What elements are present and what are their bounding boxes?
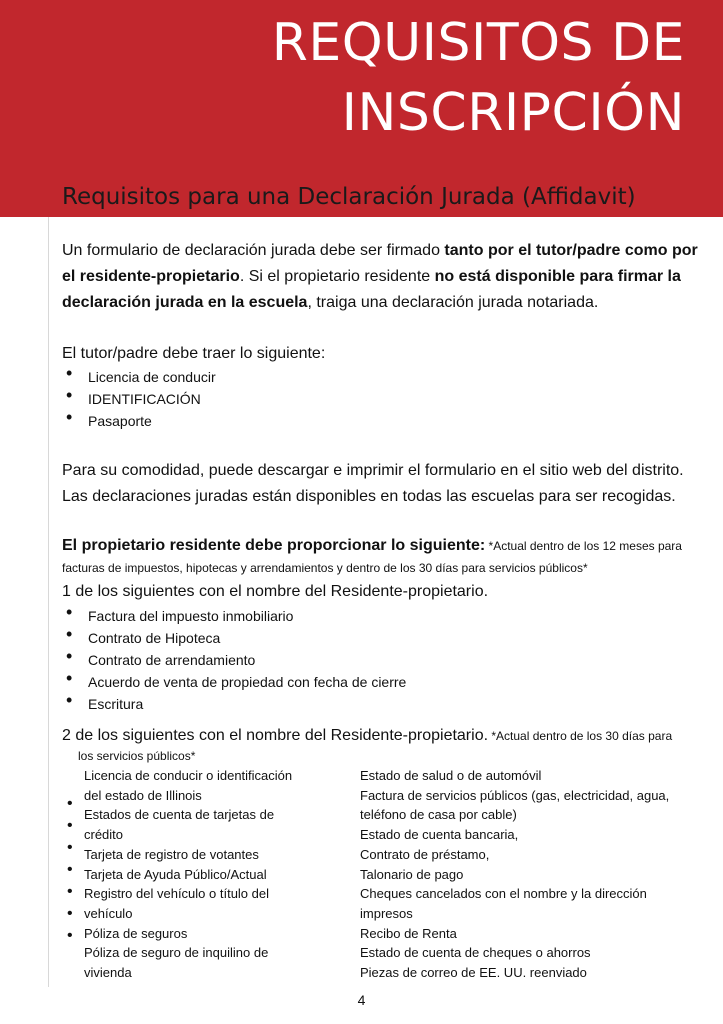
- list-item: crédito: [84, 827, 124, 843]
- list-item: Estado de cuenta de cheques o ahorros: [360, 945, 591, 961]
- list-item: vivienda: [84, 965, 132, 981]
- list-item: Estado de salud o de automóvil: [360, 768, 542, 783]
- left-margin-rule: [48, 217, 49, 987]
- intro-bold-1: tanto por el tutor/padre como por el residente-propietario: [62, 242, 698, 285]
- list-item: Cheques cancelados con el nombre y la dirección: [360, 886, 647, 902]
- page-title: [85, 8, 685, 148]
- list-item: del estado de Illinois: [84, 787, 202, 803]
- list2-right-column: [360, 766, 669, 983]
- list-item: • IDENTIFICACIÓN: [62, 388, 216, 410]
- list-item: Piezas de correo de EE. UU. reenviado: [360, 965, 587, 981]
- list2-heading: 2 de los siguientes con el nombre del Residente-propietario.: [62, 727, 489, 744]
- page-title-line-2: INSCRIPCIÓN: [341, 83, 685, 143]
- list-item: teléfono de casa por cable): [360, 807, 517, 823]
- page-title-line-1: REQUISITOS DE: [271, 13, 685, 73]
- list-item: Estado de cuenta bancaria,: [360, 827, 519, 843]
- list-item: • Pasaporte: [62, 410, 216, 432]
- list-item: Contrato de préstamo,: [360, 846, 490, 862]
- intro-text-2: . Si el propietario residente: [239, 268, 435, 285]
- list-item: • Licencia de conducir: [62, 366, 216, 388]
- list-item: Estados de cuenta de tarjetas de: [84, 807, 275, 823]
- owner-note: *Actual dentro de los 12 meses para facturas de impuestos, hipotecas y arrendamientos y dentro de los 30 días para servicios públicos*: [62, 539, 682, 575]
- list-item: Póliza de seguros: [84, 925, 188, 941]
- list1-items: [62, 605, 406, 715]
- list-item: Póliza de seguro de inquilino de: [84, 945, 269, 961]
- list2-left-column: [84, 766, 292, 983]
- list2-bullets: • • • • • • •: [67, 795, 73, 944]
- owner-requirements: [62, 535, 707, 579]
- list-item: Registro del vehículo o título del: [84, 886, 269, 902]
- guardian-heading: El tutor/padre debe traer lo siguiente:: [62, 345, 326, 362]
- list-item: Licencia de conducir o identificación: [84, 768, 293, 783]
- page-number: 4: [357, 992, 366, 1008]
- list-item: Recibo de Renta: [360, 925, 457, 941]
- intro-paragraph: [62, 238, 707, 316]
- guardian-document-list: [62, 366, 216, 432]
- list-item: • Acuerdo de venta de propiedad con fecha de cierre: [62, 671, 406, 693]
- convenience-paragraph: Para su comodidad, puede descargar e imprimir el formulario en el sitio web del distrito. Las declaraciones juradas están disponibles en todas las escuelas para ser recogidas.: [62, 462, 684, 505]
- list-item: Tarjeta de registro de votantes: [84, 846, 259, 862]
- list-item: Talonario de pago: [360, 866, 464, 882]
- section-subtitle: Requisitos para una Declaración Jurada (Affidavit): [62, 184, 636, 210]
- list2-note: *Actual dentro de los 30 días para: [488, 729, 673, 743]
- list-item: Tarjeta de Ayuda Público/Actual: [84, 866, 267, 882]
- list2-heading-line: [62, 727, 672, 745]
- list-item: • Contrato de Hipoteca: [62, 627, 406, 649]
- intro-text-1: Un formulario de declaración jurada debe ser firmado: [62, 242, 445, 259]
- list2-note-continued: los servicios públicos*: [78, 749, 196, 763]
- list-item: • Escritura: [62, 693, 406, 715]
- list-item: Factura de servicios públicos (gas, electricidad, agua,: [360, 787, 670, 803]
- owner-heading: El propietario residente debe proporcionar lo siguiente:: [62, 537, 486, 554]
- intro-bold-2: no está disponible para firmar la declaración jurada en la escuela: [62, 268, 681, 311]
- list-item: • Contrato de arrendamiento: [62, 649, 406, 671]
- list-item: • Factura del impuesto inmobiliario: [62, 605, 406, 627]
- intro-text-3: , traiga una declaración jurada notariada.: [307, 294, 599, 311]
- list-item: impresos: [360, 905, 413, 921]
- list-item: vehículo: [84, 905, 133, 921]
- list1-heading: 1 de los siguientes con el nombre del Residente-propietario.: [62, 583, 489, 600]
